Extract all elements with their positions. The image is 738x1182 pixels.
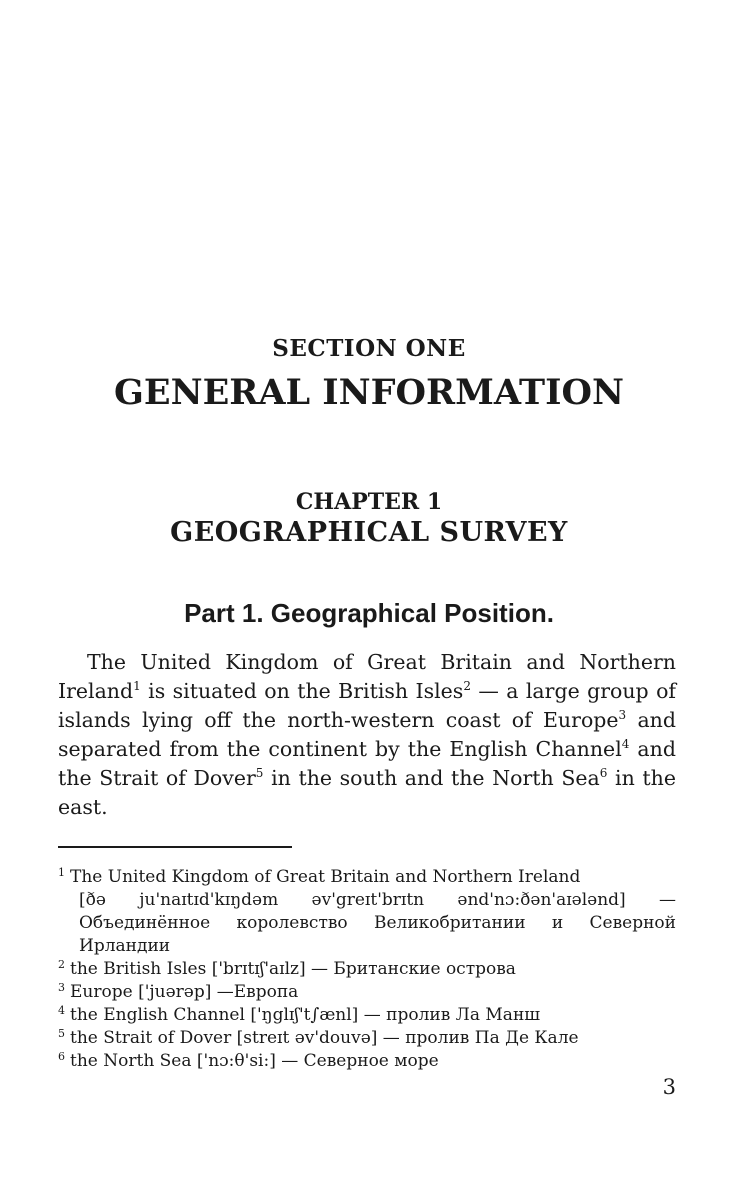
footnote-continuation: [ðə ju'naɪtɪd'kɪŋdəm əv'greɪt'brɪtn ənd'nɔ:ðən'aɪələnd] — Объединённое королевство Великобритании и Северной Ирландии	[79, 890, 676, 956]
paragraph-text: The United Kingdom of Great Britain and Northern Ireland	[58, 650, 676, 703]
footnote-1	[58, 866, 676, 958]
footnote-6	[58, 1050, 676, 1073]
footnote-ref: 6	[599, 766, 608, 780]
section-title: GENERAL INFORMATION	[114, 372, 624, 413]
paragraph-text: and separated from the continent by the English Channel	[58, 708, 676, 761]
footnote-text: The United Kingdom of Great Britain and Northern Ireland	[70, 867, 581, 887]
chapter-title: GEOGRAPHICAL SURVEY	[170, 517, 568, 548]
footnote-ref: 4	[621, 737, 630, 751]
footnote-5	[58, 1027, 676, 1050]
footnote-ref: 1	[133, 679, 141, 693]
footnote-number: 3	[58, 981, 65, 994]
paragraph-text: is situated on the British Isles	[140, 679, 464, 703]
footnote-ref: 5	[255, 766, 264, 780]
footnote-text: the British Isles ['brɪtɪʃ'aɪlz] — Британские острова	[70, 959, 516, 979]
chapter-label: CHAPTER 1	[295, 489, 443, 515]
footnote-divider	[58, 846, 292, 848]
footnote-number: 2	[58, 958, 65, 971]
body-paragraph	[58, 648, 676, 822]
footnote-2	[58, 958, 676, 981]
footnote-3	[58, 981, 676, 1004]
paragraph-text: in the south and the North Sea	[263, 766, 600, 790]
paragraph-text: and the Strait of Dover	[58, 737, 676, 790]
paragraph-text: — a large group of islands lying off the north-western coast of Europe	[58, 679, 676, 732]
footnote-4	[58, 1004, 676, 1027]
part-title: Part 1. Geographical Position.	[184, 598, 554, 628]
footnote-text: Europe ['juərəp] —Европа	[70, 982, 299, 1002]
footnote-number: 1	[58, 866, 65, 879]
footnote-ref: 3	[618, 708, 627, 722]
footnote-ref: 2	[463, 679, 471, 693]
footnote-text: the North Sea ['nɔ:θ'si:] — Северное море	[70, 1051, 439, 1071]
footnotes	[58, 866, 676, 1073]
footnote-number: 4	[58, 1004, 65, 1017]
section-label: SECTION ONE	[272, 335, 466, 362]
footnote-number: 5	[58, 1027, 65, 1040]
footnote-text: the Strait of Dover [streɪt əv'douvə] — пролив Па Де Кале	[70, 1028, 579, 1048]
paragraph-text: in the east.	[58, 766, 676, 819]
footnote-number: 6	[58, 1050, 65, 1063]
footnote-text: the English Channel ['ŋglɪʃ't∫ænl] — пролив Ла Манш	[70, 1005, 541, 1025]
page-number: 3	[662, 1075, 676, 1099]
